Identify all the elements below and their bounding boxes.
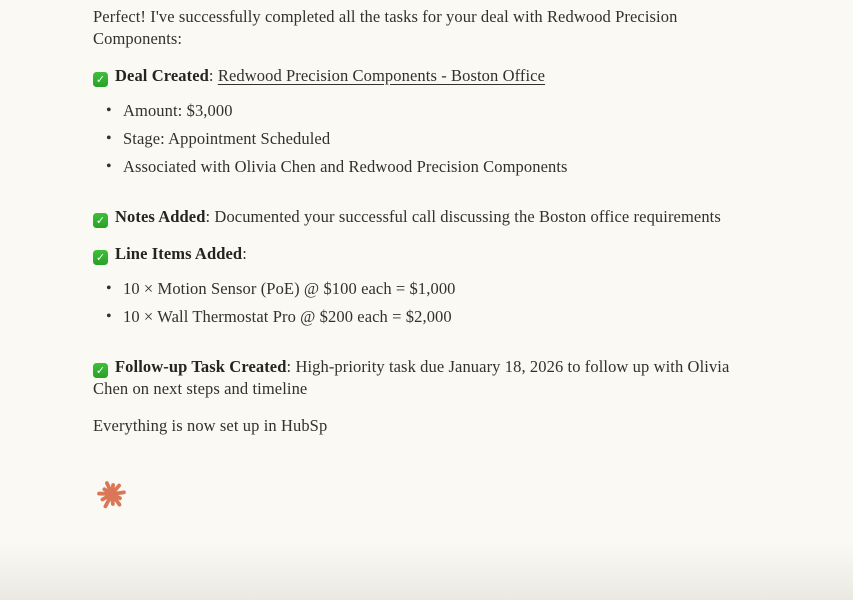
list-item: • Associated with Olivia Chen and Redwood Precision Components: [93, 156, 765, 178]
section-label: Follow-up Task Created: [115, 357, 287, 376]
check-icon: ✓: [93, 250, 108, 265]
deal-details-list: [93, 100, 765, 178]
section-deal-created: [93, 65, 765, 87]
section-follow-up-task: [93, 356, 765, 400]
check-icon: ✓: [93, 363, 108, 378]
label-separator: :: [286, 357, 296, 376]
line-items-list: [93, 278, 765, 328]
list-item: • 10 × Motion Sensor (PoE) @ $100 each = $1,000: [93, 278, 765, 300]
list-item: • Stage: Appointment Scheduled: [93, 128, 765, 150]
section-line-items: [93, 243, 765, 265]
list-item: • 10 × Wall Thermostat Pro @ $200 each = $2,000: [93, 306, 765, 328]
bottom-fade-overlay: [0, 542, 853, 600]
check-icon: ✓: [93, 72, 108, 87]
streaming-indicator: [93, 474, 765, 514]
label-separator: :: [208, 66, 218, 85]
section-label: Deal Created: [115, 66, 209, 85]
section-label: Notes Added: [115, 207, 206, 226]
label-separator: :: [242, 244, 247, 263]
section-text: High-priority task due January 18, 2026 to follow up with Olivia Chen on next steps and timeline: [93, 357, 730, 398]
intro-paragraph: Perfect! I've successfully completed all the tasks for your deal with Redwood Precision Components:: [93, 7, 678, 48]
list-item: • Amount: $3,000: [93, 100, 765, 122]
label-separator: :: [205, 207, 215, 226]
section-label: Line Items Added: [115, 244, 243, 263]
closing-paragraph: Everything is now set up in HubSp: [93, 416, 328, 435]
section-text: Documented your successful call discussing the Boston office requirements: [214, 207, 721, 226]
deal-record-link[interactable]: Redwood Precision Components - Boston Office: [217, 66, 546, 85]
assistant-message: [93, 6, 765, 514]
claude-starburst-icon: [93, 474, 131, 514]
section-notes-added: [93, 206, 765, 228]
check-icon: ✓: [93, 213, 108, 228]
